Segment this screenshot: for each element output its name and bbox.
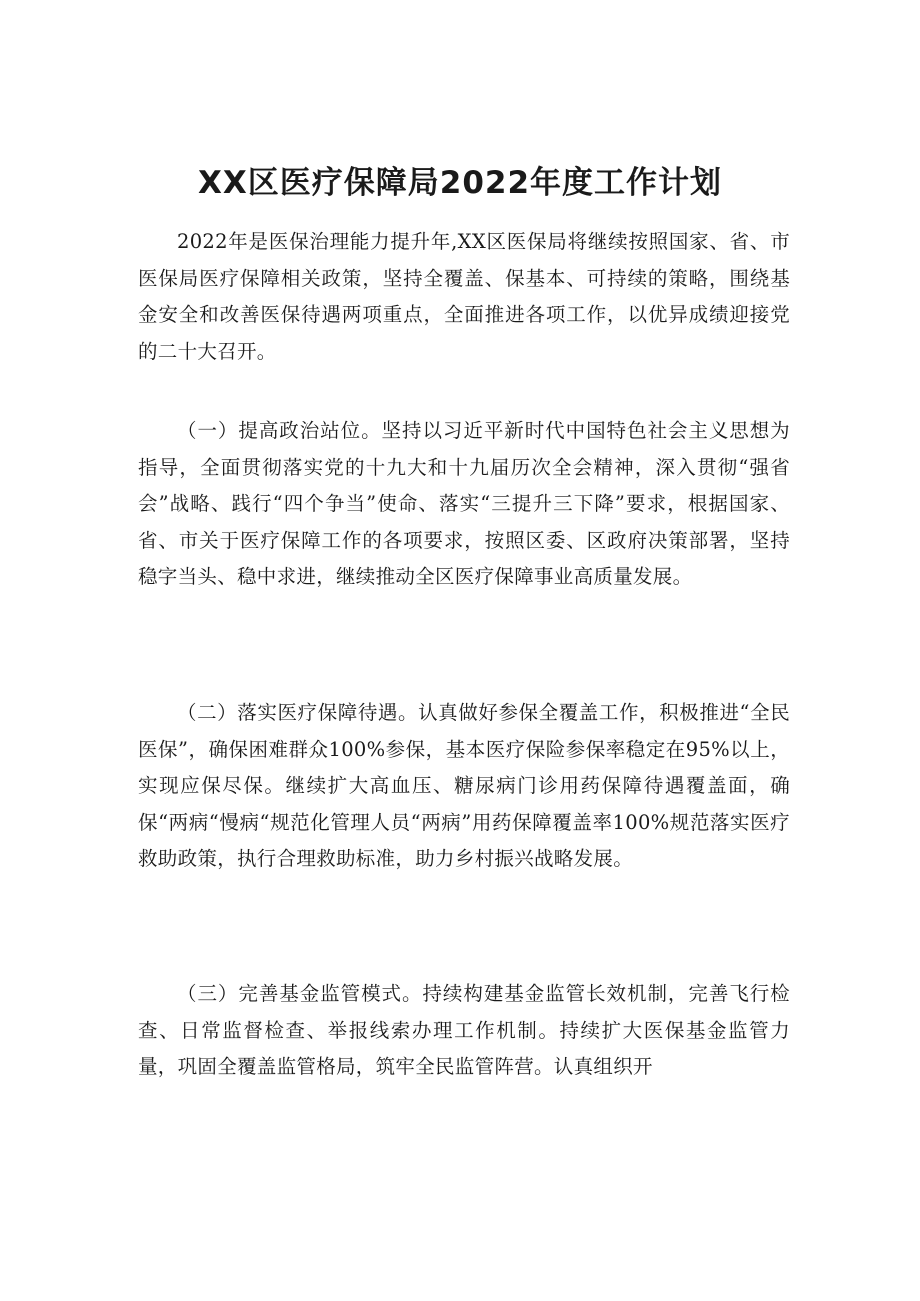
document-title: XX区医疗保障局2022年度工作计划 [197,165,723,201]
paragraph-medical-benefits: （二）落实医疗保障待遇。认真做好参保全覆盖工作，积极推进“全民医保”，确保困难群众100%参保，基本医疗保险参保率稳定在95%以上，实现应保尽保。继续扩大高血压、糖尿病门诊用药保障待遇覆盖面，确保“两病“慢病“规范化管理人员“两病”用药保障覆盖率100%规范落实医疗救助政策，执行合理救助标准，助力乡村振兴战略发展。 [138,701,790,871]
paragraph-political-stance: （一）提高政治站位。坚持以习近平新时代中国特色社会主义思想为指导，全面贯彻落实党的十九大和十九届历次全会精神，深入贯彻“强省会”战略、践行“四个争当”使命、落实“三提升三下降”要求，根据国家、省、市关于医疗保障工作的各项要求，按照区委、区政府决策部署，坚持稳字当头、稳中求进，继续推动全区医疗保障事业高质量发展。 [138,419,790,589]
paragraph-intro: 2022年是医保治理能力提升年,XX区医保局将继续按照国家、省、市医保局医疗保障相关政策，坚持全覆盖、保基本、可持续的策略，围绕基金安全和改善医保待遇两项重点，全面推进各项工作，以优异成绩迎接党的二十大召开。 [138,230,790,363]
paragraph-fund-supervision: （三）完善基金监管模式。持续构建基金监管长效机制，完善飞行检查、日常监督检查、举报线索办理工作机制。持续扩大医保基金监管力量，巩固全覆盖监管格局，筑牢全民监管阵营。认真组织开 [138,982,790,1079]
